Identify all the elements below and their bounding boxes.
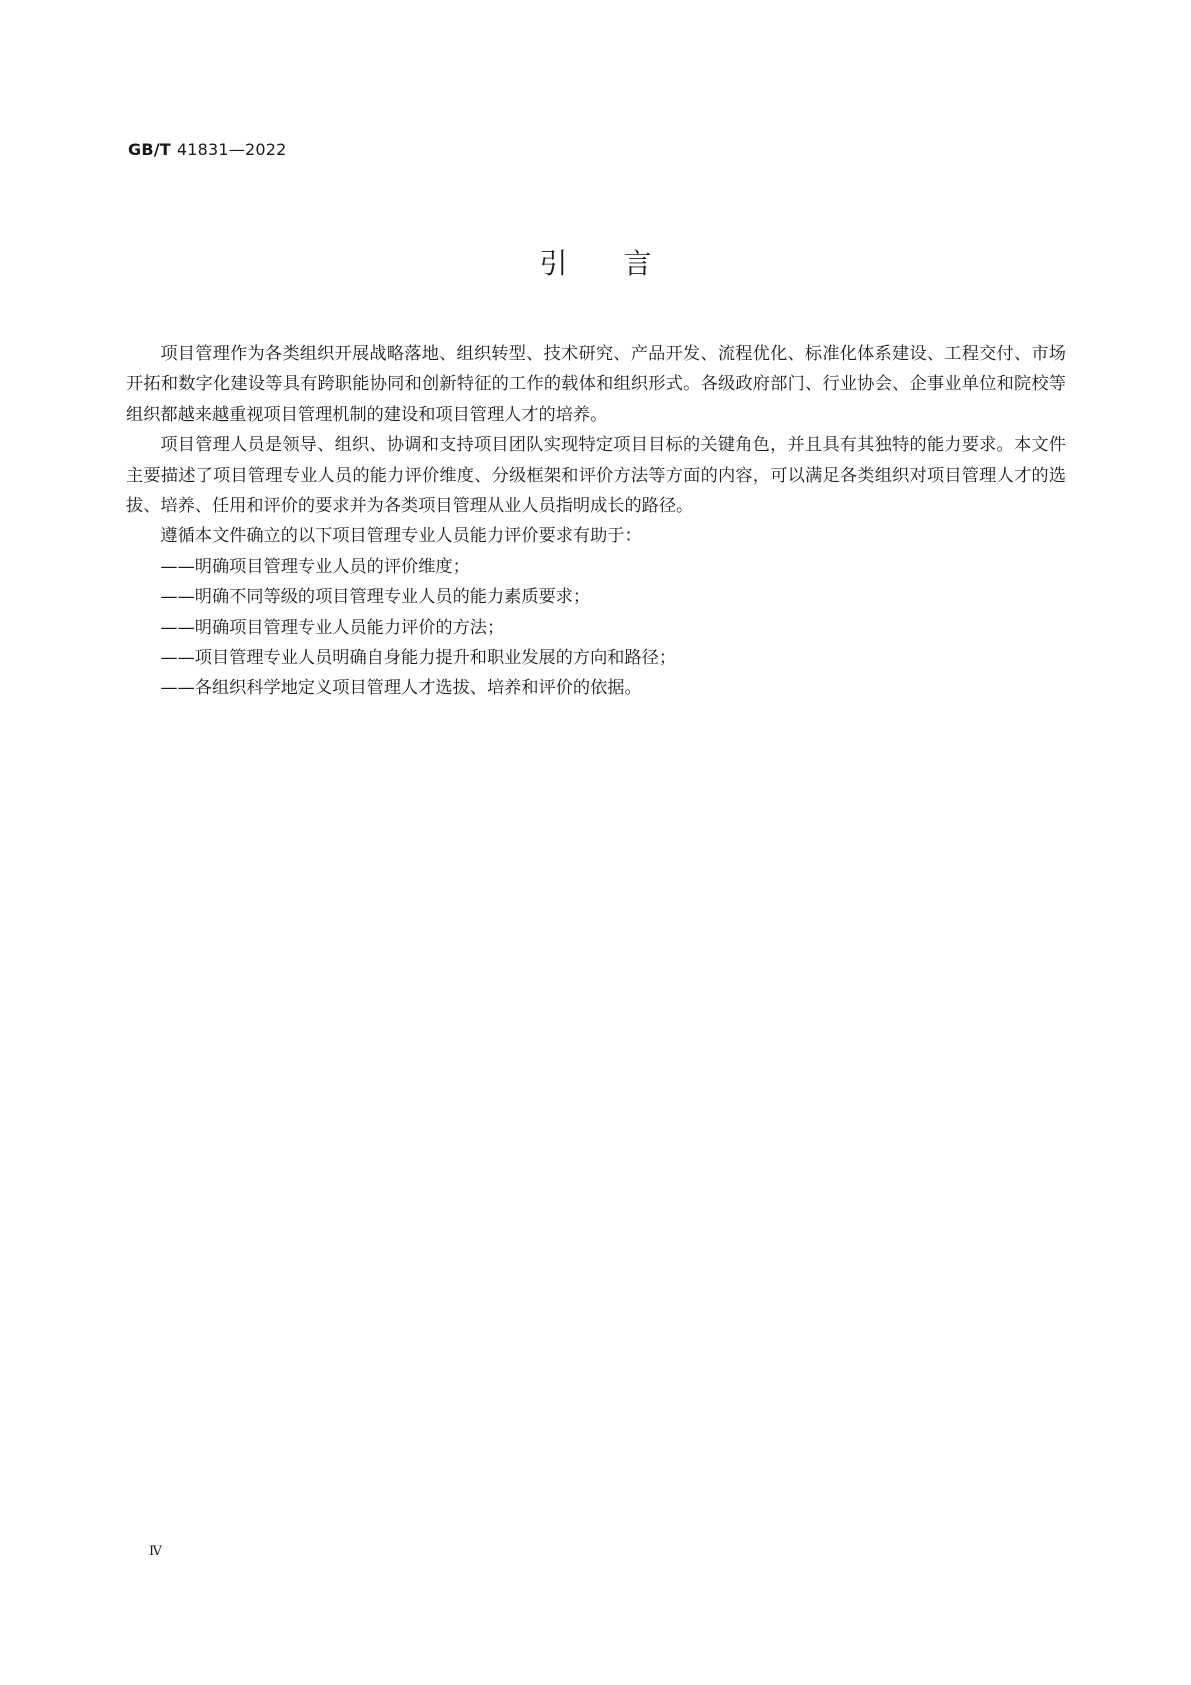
- benefit-list: [126, 552, 1066, 704]
- standard-header: [128, 140, 287, 160]
- standard-number: 41831—2022: [176, 140, 287, 159]
- list-item: ——明确项目管理专业人员的评价维度；: [160, 556, 470, 577]
- paragraph: 项目管理作为各类组织开展战略落地、组织转型、技术研究、产品开发、流程优化、标准化体系建设、工程交付、市场开拓和数字化建设等具有跨职能协同和创新特征的工作的载体和组织形式。各级政府部门、行业协会、企事业单位和院校等组织都越来越重视项目管理机制的建设和项目管理人才的培养。: [126, 344, 1066, 425]
- paragraph: 遵循本文件确立的以下项目管理专业人员能力评价要求有助于：: [160, 526, 642, 547]
- list-item: ——明确项目管理专业人员能力评价的方法；: [160, 617, 505, 638]
- list-item: ——项目管理专业人员明确自身能力提升和职业发展的方向和路径；: [160, 648, 677, 669]
- list-item: ——各组织科学地定义项目管理人才选拔、培养和评价的依据。: [160, 678, 642, 699]
- standard-prefix: GB/T: [128, 140, 171, 159]
- paragraph: 项目管理人员是领导、组织、协调和支持项目团队实现特定项目目标的关键角色，并且具有其独特的能力要求。本文件主要描述了项目管理专业人员的能力评价维度、分级框架和评价方法等方面的内容，可以满足各类组织对项目管理人才的选拔、培养、任用和评价的要求并为各类项目管理从业人员指明成长的路径。: [126, 435, 1066, 517]
- page-number: Ⅳ: [149, 1544, 162, 1559]
- list-item: ——明确不同等级的项目管理专业人员的能力素质要求；: [160, 587, 591, 608]
- section-title: 引言: [539, 247, 708, 280]
- introduction-body: [126, 339, 1066, 704]
